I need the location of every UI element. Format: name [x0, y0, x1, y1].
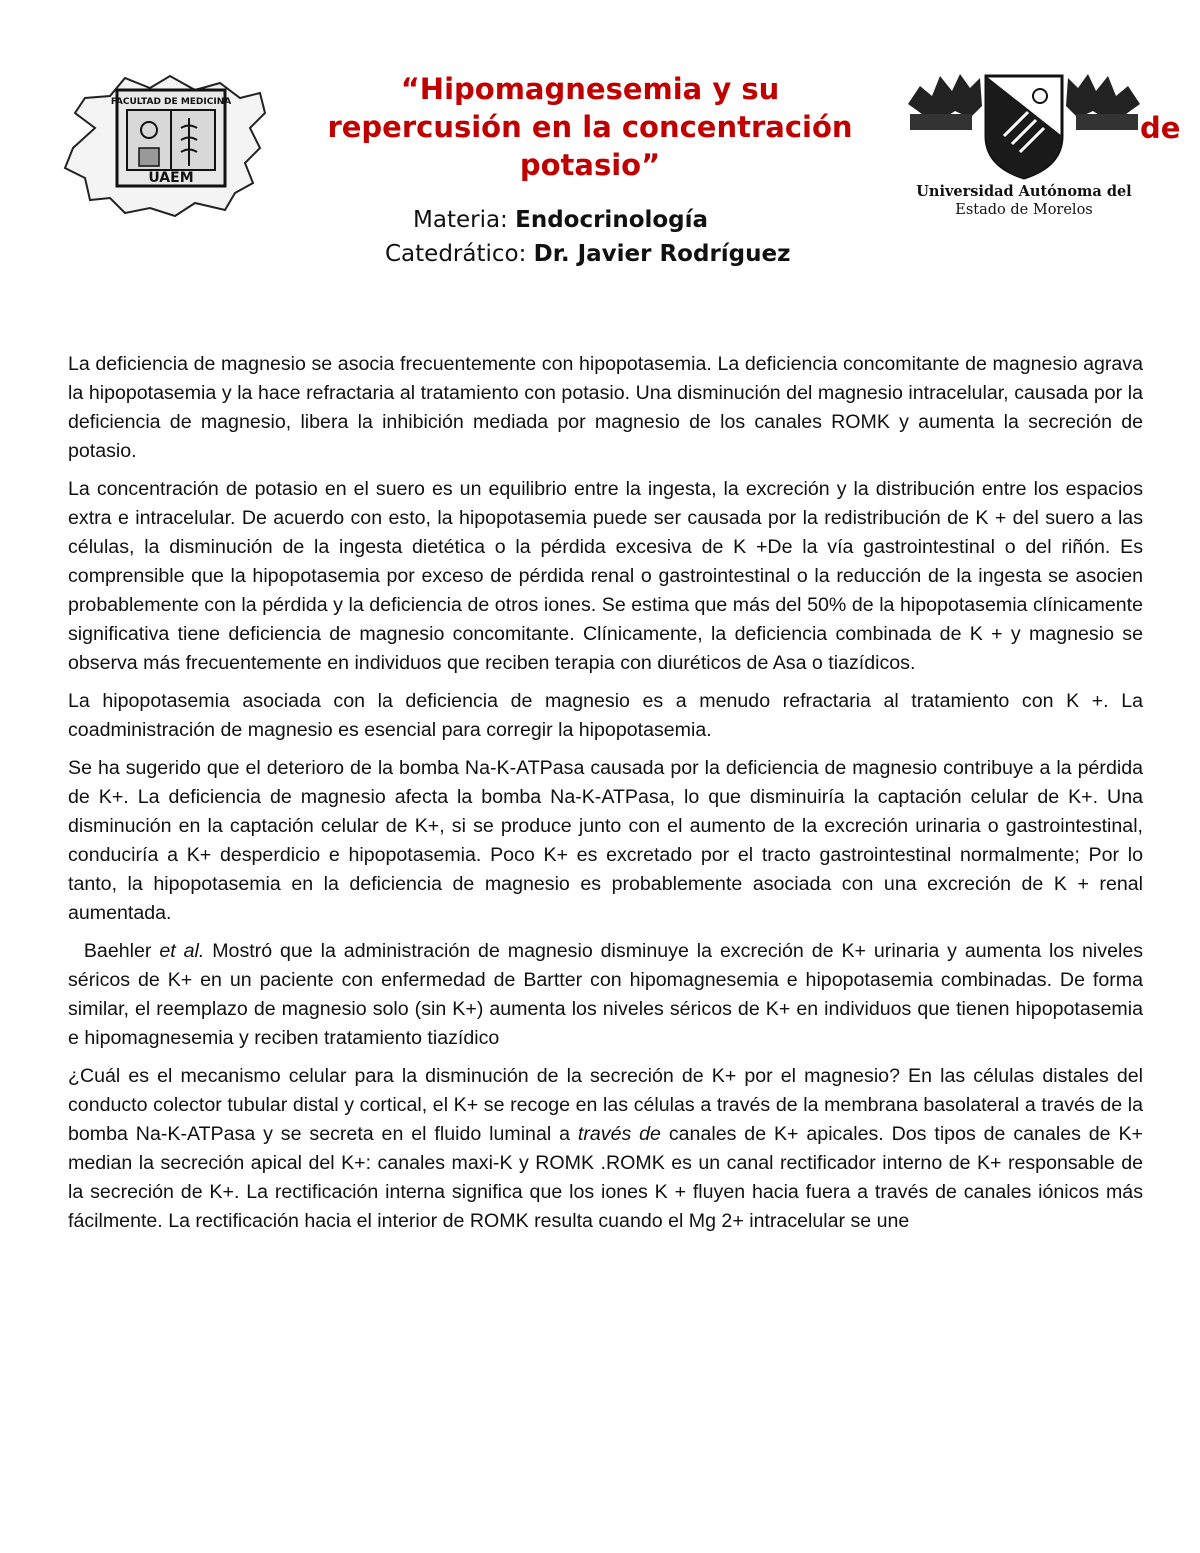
- paragraph-5: [68, 937, 1143, 1053]
- professor-line: [385, 239, 791, 269]
- university-logo: [900, 66, 1148, 218]
- svg-text:Universidad Autónoma del: Universidad Autónoma del: [916, 183, 1132, 200]
- paragraph-6-rest: canales de K+ apicales. Dos tipos de canales de K+ median la secreción apical del K+: canales maxi-K y ROMK .ROMK es un canal rectificador interno de K+ responsable de la secreción de K+. La rectificación interna significa que los iones K + fluyen hacia fuera a través de canales iónicos más fácilmente. La rectificación hacia el interior de ROMK resulta cuando el Mg 2+ intracelular se une: [68, 1123, 1143, 1232]
- paragraph-6: [68, 1062, 1143, 1236]
- paragraph-3: La hipopotasemia asociada con la deficiencia de magnesio es a menudo refractaria al tratamiento con K +. La coadministración de magnesio es esencial para corregir la hipopotasemia.: [68, 690, 1143, 741]
- paragraph-5-italic: et al.: [159, 940, 205, 962]
- university-crest-icon: [900, 66, 1148, 218]
- subject-label: Materia:: [413, 207, 516, 233]
- professor-value: Dr. Javier Rodríguez: [533, 241, 791, 267]
- paragraph-2: La concentración de potasio en el suero es un equilibrio entre la ingesta, la excreción y la distribución entre los espacios extra e intracelular. De acuerdo con esto, la hipopotasemia puede ser causada por la redistribución de K + del suero a las células, la disminución de la ingesta dietética o la pérdida excesiva de K +De la vía gastrointestinal o del riñón. Es comprensible que la hipopotasemia por exceso de pérdida renal o gastrointestinal o la reducción de la ingesta se asocien probablemente con la pérdida y la deficiencia de otros iones. Se estima que más del 50% de la hipopotasemia clínicamente significativa tiene deficiencia de magnesio concomitante. Clínicamente, la deficiencia combinada de K + y magnesio se observa más frecuentemente en individuos que reciben terapia con diuréticos de Asa o tiazídicos.: [68, 478, 1143, 674]
- subject-value: Endocrinología: [515, 207, 709, 233]
- paragraph-6-lead: ¿Cuál es el mecanismo celular para la disminución de la secreción de K+ por el magnesio? En las células distales del conducto colector tubular distal y cortical, el K+ se recoge en las células a través de la membrana basolateral a través de la bomba Na-K-ATPasa y se secreta en el fluido luminal a: [68, 1065, 1143, 1145]
- svg-text:Estado de Morelos: Estado de Morelos: [955, 202, 1093, 218]
- title-line-3: potasio”: [519, 148, 661, 182]
- subject-line: [413, 205, 708, 235]
- faculty-seal-icon: [55, 68, 270, 218]
- document-title: [290, 70, 890, 184]
- paragraph-4: Se ha sugerido que el deterioro de la bomba Na-K-ATPasa causada por la deficiencia de magnesio contribuye a la pérdida de K+. La deficiencia de magnesio afecta la bomba Na-K-ATPasa, lo que disminuiría la captación celular de K+. Una disminución en la captación celular de K+, si se produce junto con el aumento de la excreción urinaria o gastrointestinal, conduciría a K+ desperdicio e hipopotasemia. Poco K+ es excretado por el tracto gastrointestinal normalmente; Por lo tanto, la hipopotasemia en la deficiencia de magnesio es probablemente asociada con una excreción de K + renal aumentada.: [68, 757, 1143, 924]
- title-line-2: repercusión en la concentración: [327, 110, 853, 144]
- paragraph-6-italic: través de: [577, 1123, 661, 1145]
- svg-text:UAEM: UAEM: [148, 170, 194, 186]
- title-line-1: “Hipomagnesemia y su: [400, 72, 780, 106]
- paragraph-1: La deficiencia de magnesio se asocia frecuentemente con hipopotasemia. La deficiencia concomitante de magnesio agrava la hipopotasemia y la hace refractaria al tratamiento con potasio. Una disminución del magnesio intracelular, causada por la deficiencia de magnesio, libera la inhibición mediada por magnesio de los canales ROMK y aumenta la secreción de potasio.: [68, 353, 1143, 462]
- professor-label: Catedrático:: [385, 241, 534, 267]
- paragraph-5-rest: Mostró que la administración de magnesio disminuye la excreción de K+ urinaria y aumenta los niveles séricos de K+ en un paciente con enfermedad de Bartter con hipomagnesemia e hipopotasemia combinadas. De forma similar, el reemplazo de magnesio solo (sin K+) aumenta los niveles séricos de K+ en individuos que tienen hipopotasemia e hipomagnesemia y reciben tratamiento tiazídico: [68, 940, 1144, 1049]
- svg-text:FACULTAD DE MEDICINA: FACULTAD DE MEDICINA: [110, 97, 232, 107]
- paragraph-5-lead: Baehler: [68, 940, 160, 962]
- document-body: [68, 350, 1143, 1245]
- title-tail: de: [1140, 111, 1181, 145]
- faculty-logo: [55, 68, 270, 218]
